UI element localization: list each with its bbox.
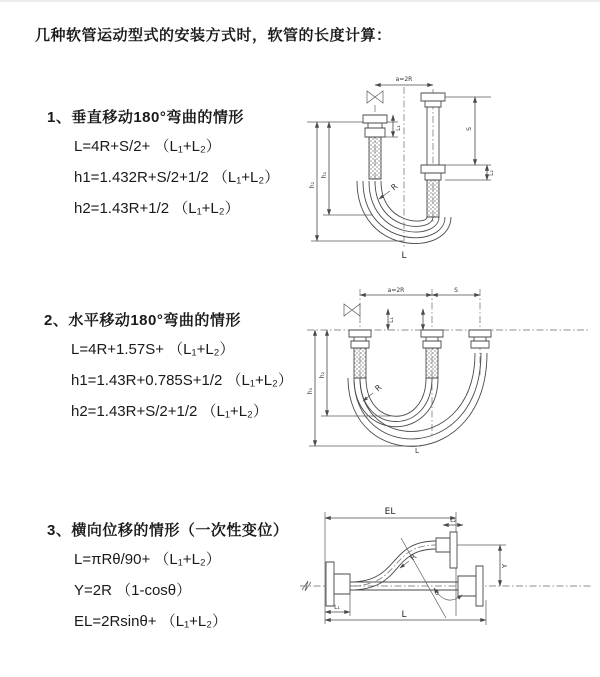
page-title: 几种软管运动型式的安装方式时，软管的长度计算： xyxy=(35,27,392,44)
formula-l: L=4R+S/2+ （L₁+L₂） xyxy=(74,138,221,155)
flange-right xyxy=(458,566,483,606)
dim-label-h1: h₁ xyxy=(321,171,328,179)
radius-leader-line xyxy=(379,191,390,199)
formula-h2: h2=1.43R+S/2+1/2 （L₁+L₂） xyxy=(71,403,268,420)
hose-u-bend xyxy=(354,378,438,427)
length-label: L xyxy=(401,251,407,261)
dim-label-h1: h₁ xyxy=(307,387,314,395)
pipe-fitting-left xyxy=(349,330,371,378)
dim-label-h2: h₂ xyxy=(319,371,326,379)
dim-label-el: EL xyxy=(384,507,396,517)
flange-left xyxy=(326,562,350,606)
section-2-heading: 2、水平移动180°弯曲的情形 xyxy=(44,312,241,329)
length-label: L xyxy=(415,447,419,455)
pipe-fitting-middle xyxy=(421,330,443,378)
formula-el: EL=2Rsinθ+ （L₁+L₂） xyxy=(74,613,228,630)
section-1-heading: 1、垂直移动180°弯曲的情形 xyxy=(47,109,244,126)
formula-h1: h1=1.43R+0.785S+1/2 （L₁+L₂） xyxy=(71,372,293,389)
dim-label-y: Y xyxy=(501,563,509,569)
section-vertical-bend xyxy=(47,106,279,219)
dim-label-l1: L₁ xyxy=(334,604,340,611)
formula-l: L=4R+1.57S+ （L₁+L₂） xyxy=(71,341,235,358)
formula-h2: h2=1.43R+1/2 （L₁+L₂） xyxy=(74,200,240,217)
flange-top xyxy=(436,532,457,568)
dim-label-l1: L₁ xyxy=(395,125,402,131)
valve-icon xyxy=(367,91,383,103)
horizontal-bend-drawing xyxy=(303,283,595,455)
formula-l: L=πRθ/90+ （L₁+L₂） xyxy=(74,551,221,568)
pipe-fitting-right xyxy=(469,330,491,348)
hose-u-bend-moved xyxy=(348,353,487,446)
angle-label: θ xyxy=(435,590,439,597)
formula-y: Y=2R （1-cosθ） xyxy=(74,582,192,599)
diagram-vertical-bend xyxy=(303,65,578,265)
dim-label-l1: L₁ xyxy=(388,317,395,323)
valve-icon xyxy=(344,304,360,316)
pipe-fitting-right xyxy=(421,93,445,217)
section-lateral xyxy=(47,519,288,632)
dim-label-h2: h₂ xyxy=(309,181,316,189)
dim-label-l2: L₂ xyxy=(450,517,456,524)
dim-label-a2r: a=2R xyxy=(395,76,413,83)
vertical-bend-drawing xyxy=(303,65,578,265)
hose-s-curve xyxy=(350,541,436,590)
radius-label: R xyxy=(373,382,384,394)
pipe-fitting-left xyxy=(363,115,387,179)
dim-label-a2r: a=2R xyxy=(387,287,405,294)
section-horizontal-bend xyxy=(44,309,293,422)
dim-label-l2: L₂ xyxy=(488,170,495,176)
dim-label-s: S xyxy=(466,127,473,131)
radius-leader-line xyxy=(400,561,409,568)
radius-label: R xyxy=(408,552,419,563)
lateral-drawing xyxy=(296,498,598,650)
diagram-lateral xyxy=(296,498,598,650)
diagram-horizontal-bend xyxy=(303,283,595,455)
formula-h1: h1=1.432R+S/2+1/2 （L₁+L₂） xyxy=(74,169,280,186)
dim-label-s: S xyxy=(454,287,458,294)
section-3-heading: 3、横向位移的情形（一次性变位） xyxy=(47,522,289,539)
length-label: L xyxy=(401,610,407,620)
radius-label: R xyxy=(389,181,400,193)
